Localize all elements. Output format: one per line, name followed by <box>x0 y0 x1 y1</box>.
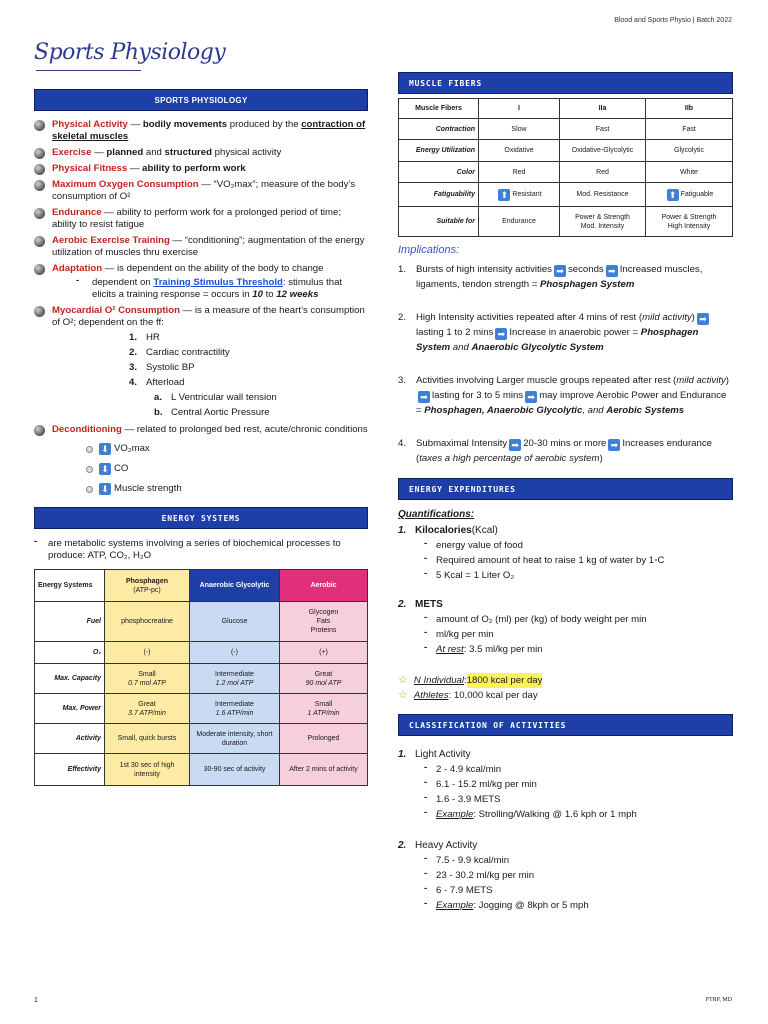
energy-systems-banner: ENERGY SYSTEMS <box>34 507 368 529</box>
right-arrow-icon: ➡ <box>418 391 430 403</box>
page-header: Blood and Sports Physio | Batch 2022 <box>614 17 732 24</box>
right-arrow-icon: ➡ <box>606 265 618 277</box>
list-item: - 7.5 - 9.9 kcal/min <box>424 853 510 866</box>
numbered-item: 4. Afterload <box>129 377 185 388</box>
bullet-icon <box>34 164 45 175</box>
table-row: Effectivity 1st 30 sec of high intensity 30-90 sec of activity After 2 mins of activity <box>35 754 368 786</box>
energy-systems-intro: - are metabolic systems involving a series of biochemical processes to produce: ATP, CO₂, H₂O <box>34 536 341 561</box>
definitions-list <box>34 119 368 499</box>
list-item: Endurance — ability to perform work for a prolonged period of time; ability to resist fatigue <box>34 207 368 231</box>
table-row: Energy Utilization Oxidative Oxidative-Glycolytic Glycolytic <box>399 140 733 162</box>
kilocalories-section: 1. Kilocalories (Kcal) - energy value of food - Required amount of heat to raise 1 kg of water by 1◦C - 5 Kcal = 1 Liter O₂ <box>398 524 733 583</box>
table-header-row: Muscle Fibers I IIa IIb <box>399 99 733 119</box>
table-row: Fatiguability ⬆ Resistant Mod. Resistance ⬆ Fatiguable <box>399 183 733 207</box>
training-stimulus-link[interactable]: Training Stimulus Threshold <box>153 277 283 288</box>
pin-bullet-icon <box>86 466 93 473</box>
table-row: Contraction Slow Fast Fast <box>399 119 733 140</box>
list-item: Aerobic Exercise Training — “conditioning”; augmentation of the energy utilization of muscles thru exercise <box>34 235 368 259</box>
bullet-icon <box>34 148 45 159</box>
classification-banner: CLASSIFICATION OF ACTIVITIES <box>398 714 733 736</box>
table-row: O₂ (-) (-) (+) <box>35 642 368 664</box>
star-icon: ☆ <box>398 689 408 701</box>
right-arrow-icon: ➡ <box>525 391 537 403</box>
decrease-item: ⬇ VO₂max <box>86 439 368 459</box>
list-item: Myocardial O² Consumption — is a measure of the heart’s consumption of O²; dependent on the ff: 1. HR 2. Cardiac contractility 3. Systolic BP 4. Afterload a. L Ventricular wall tension b. Central Aortic Pressure <box>34 305 368 420</box>
list-item: Adaptation — is dependent on the ability of the body to change - dependent on Training Stimulus Threshold: stimulus that elicits a training response = occurs in 10 to 12 weeks <box>34 263 368 301</box>
list-item: - 6.1 - 15.2 ml/kg per min <box>424 777 537 790</box>
right-arrow-icon: ➡ <box>608 439 620 451</box>
table-row: Color Red Red White <box>399 162 733 183</box>
decrease-item: ⬇ Muscle strength <box>86 479 368 499</box>
table-row: Activity Small, quick bursts Moderate intensity, short duration Prolonged <box>35 724 368 754</box>
list-item: Maximum Oxygen Consumption — “VO₂max”; measure of the body’s consumption of O² <box>34 179 368 203</box>
energy-systems-table <box>34 569 368 786</box>
down-arrow-icon: ⬇ <box>99 463 111 475</box>
table-row: Fuel phosphocreatine Glucose Glycogen Fats Proteins <box>35 602 368 642</box>
mets-section: 2. METS - amount of O₂ (ml) per (kg) of body weight per min - ml/kg per min - At rest: 3.5 ml/kg per min <box>398 598 733 657</box>
list-item: - amount of O₂ (ml) per (kg) of body weight per min <box>424 612 647 625</box>
list-item: ☆ Athletes : 10,000 kcal per day <box>398 689 538 701</box>
list-item: - Example: Jogging @ 8kph or 5 mph <box>424 898 589 911</box>
title-underline <box>36 70 141 71</box>
table-row: Suitable for Endurance Power & Strength Mod. Intensity Power & Strength High Intensity <box>399 207 733 237</box>
pin-bullet-icon <box>86 446 93 453</box>
bullet-icon <box>34 120 45 131</box>
list-item: Deconditioning — related to prolonged bed rest, acute/chronic conditions ⬇ VO₂max ⬇ CO ⬇ Muscle strength <box>34 424 368 499</box>
right-arrow-icon: ➡ <box>495 328 507 340</box>
table-row: Max. Power Great 3.7 ATP/min Intermediate 1.6 ATP/min Small 1 ATP/min <box>35 694 368 724</box>
list-item: - 6 - 7.9 METS <box>424 883 493 896</box>
bullet-icon <box>34 306 45 317</box>
bullet-icon <box>34 208 45 219</box>
daily-expenditure <box>398 673 733 703</box>
page-title: Sports Physiology <box>34 40 226 65</box>
numbered-item: 3. Systolic BP <box>129 362 195 373</box>
list-item: - At rest: 3.5 ml/kg per min <box>424 642 543 655</box>
implications-list <box>398 262 733 466</box>
list-item: Physical Activity — bodily movements produced by the contraction of skeletal muscles <box>34 119 368 143</box>
muscle-fibers-banner: MUSCLE FIBERS <box>398 72 733 94</box>
up-arrow-icon: ⬆ <box>667 189 679 201</box>
list-item: - 2 - 4.9 kcal/min <box>424 762 502 775</box>
list-item: - energy value of food <box>424 538 523 551</box>
bullet-icon <box>34 425 45 436</box>
list-item: 3. Activities involving Larger muscle groups repeated after rest (mild activity)➡ lasting for 3 to 5 mins ➡ may improve Aerobic Power and Endurance = Phosphagen, Anaerobic Glycolytic, and Aerobic Systems <box>398 375 729 416</box>
list-item: - Example: Strolling/Walking @ 1.6 kph or 1 mph <box>424 807 637 820</box>
down-arrow-icon: ⬇ <box>99 443 111 455</box>
pin-bullet-icon <box>86 486 93 493</box>
list-item: 2. High Intensity activities repeated after 4 mins of rest (mild activity) ➡ lasting 1 to 2 mins ➡ Increase in anaerobic power = Phosphagen System and Anaerobic Glycolytic System <box>398 310 733 355</box>
list-item: ☆ N Individual : 1800 kcal per day <box>398 674 543 686</box>
muscle-fibers-table <box>398 98 733 237</box>
implications-heading: Implications: <box>398 244 460 256</box>
page-number: 1 <box>34 997 38 1004</box>
numbered-item: 1. HR <box>129 332 160 343</box>
list-item: 4. Submaximal Intensity ➡ 20-30 mins or more ➡ Increases endurance (taxes a high percentage of aerobic system) <box>398 438 712 464</box>
lettered-item: b. Central Aortic Pressure <box>154 407 270 418</box>
bullet-icon <box>34 236 45 247</box>
table-row: Max. Capacity Small 0.7 mol ATP Intermediate 1.2 mol ATP Great 90 mol ATP <box>35 664 368 694</box>
bullet-icon <box>34 180 45 191</box>
star-icon: ☆ <box>398 674 408 686</box>
down-arrow-icon: ⬇ <box>99 483 111 495</box>
highlighted-value: 1800 kcal per day <box>466 675 543 686</box>
heavy-activity-section: 2. Heavy Activity - 7.5 - 9.9 kcal/min - 23 - 30.2 ml/kg per min - 6 - 7.9 METS - Example: Jogging @ 8kph or 5 mph <box>398 839 733 913</box>
up-arrow-icon: ⬆ <box>498 189 510 201</box>
right-arrow-icon: ➡ <box>697 313 709 325</box>
sports-physiology-banner: SPORTS PHYSIOLOGY <box>34 89 368 111</box>
list-item: Physical Fitness — ability to perform work <box>34 163 368 175</box>
list-item: - ml/kg per min <box>424 627 494 640</box>
right-column <box>398 72 733 913</box>
table-header-row: Energy Systems Phosphagen (ATP-pc) Anaerobic Glycolytic Aerobic <box>35 570 368 602</box>
bullet-icon <box>34 264 45 275</box>
sub-item: - dependent on Training Stimulus Threshold: stimulus that elicits a training response = occurs in 10 to 12 weeks <box>76 275 343 300</box>
list-item: - 1.6 - 3.9 METS <box>424 792 501 805</box>
energy-expenditures-banner: ENERGY EXPENDITURES <box>398 478 733 500</box>
list-item: - Required amount of heat to raise 1 kg of water by 1◦C <box>424 553 665 566</box>
light-activity-section: 1. Light Activity - 2 - 4.9 kcal/min - 6.1 - 15.2 ml/kg per min - 1.6 - 3.9 METS - Example: Strolling/Walking @ 1.6 kph or 1 mph <box>398 748 733 822</box>
decrease-item: ⬇ CO <box>86 459 368 479</box>
right-arrow-icon: ➡ <box>554 265 566 277</box>
lettered-item: a. L Ventricular wall tension <box>154 392 277 403</box>
right-arrow-icon: ➡ <box>509 439 521 451</box>
quantifications-heading: Quantifications: <box>398 509 475 520</box>
footer-author: PTRP, MD <box>705 997 732 1003</box>
list-item: - 5 Kcal = 1 Liter O₂ <box>424 568 515 581</box>
numbered-item: 2. Cardiac contractility <box>129 347 230 358</box>
list-item: 1. Bursts of high intensity activities ➡ seconds ➡ Increased muscles, ligaments, tendon strength = Phosphagen System <box>398 264 703 290</box>
left-column <box>34 89 368 786</box>
list-item: - 23 - 30.2 ml/kg per min <box>424 868 535 881</box>
list-item: Exercise — planned and structured physical activity <box>34 147 368 159</box>
